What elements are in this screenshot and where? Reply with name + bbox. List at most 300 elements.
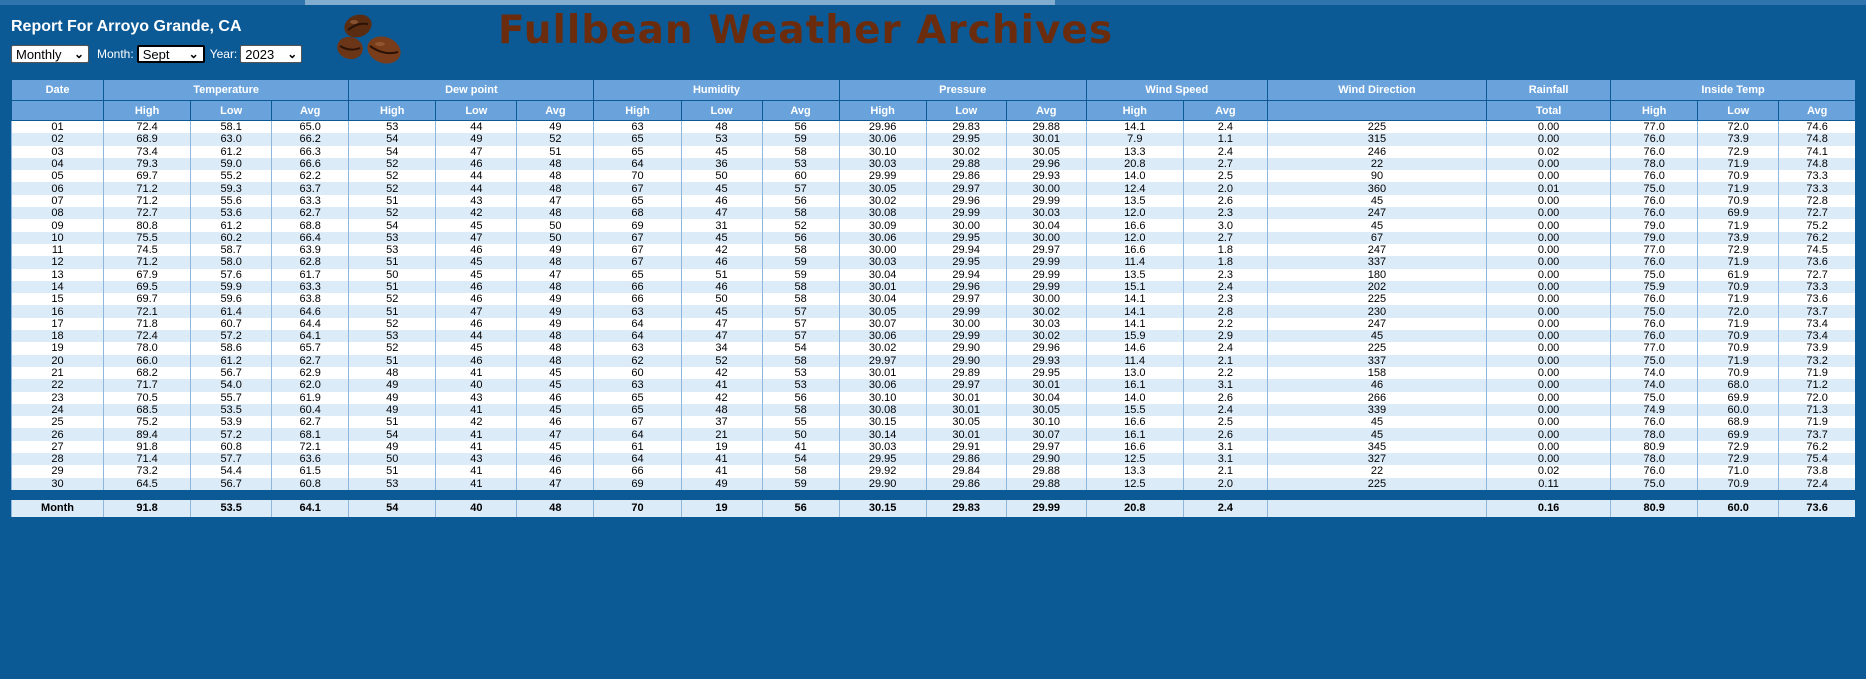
table-row xyxy=(12,465,1856,477)
table-cell: 2.3 xyxy=(1183,293,1267,305)
table-cell: 53 xyxy=(762,158,839,170)
table-cell: 30.14 xyxy=(839,428,926,440)
table-cell: 29.97 xyxy=(1006,441,1086,453)
table-cell: 75.0 xyxy=(1611,355,1698,367)
table-cell: 69 xyxy=(594,478,681,490)
table-cell: 69.5 xyxy=(104,281,191,293)
table-cell: 52 xyxy=(349,182,436,194)
table-cell: 64.4 xyxy=(272,318,349,330)
table-cell: 61.2 xyxy=(191,219,272,231)
table-row xyxy=(12,232,1856,244)
table-cell: 14.6 xyxy=(1086,342,1183,354)
table-cell: 58 xyxy=(762,244,839,256)
table-cell: 0.00 xyxy=(1487,428,1611,440)
table-cell: 34 xyxy=(681,342,762,354)
table-cell: 79.3 xyxy=(104,158,191,170)
table-row xyxy=(12,256,1856,268)
table-cell: 76.0 xyxy=(1611,133,1698,145)
table-cell: 53.9 xyxy=(191,416,272,428)
table-cell: 66 xyxy=(594,281,681,293)
table-cell: 60.2 xyxy=(191,232,272,244)
table-cell: 71.4 xyxy=(104,453,191,465)
table-cell: 65 xyxy=(594,269,681,281)
period-select[interactable] xyxy=(11,45,89,63)
table-cell: 75.2 xyxy=(1779,219,1855,231)
table-cell: 58 xyxy=(762,281,839,293)
table-cell: 73.3 xyxy=(1779,281,1855,293)
table-cell: 29.93 xyxy=(1006,170,1086,182)
table-cell: 0.00 xyxy=(1487,207,1611,219)
table-cell: 30.06 xyxy=(839,232,926,244)
column-header xyxy=(1267,101,1486,121)
total-cell: 20.8 xyxy=(1086,500,1183,517)
table-cell: 73.2 xyxy=(104,465,191,477)
table-cell: 68.1 xyxy=(272,428,349,440)
report-title: Report For Arroyo Grande, CA xyxy=(11,18,242,35)
table-cell: 75.5 xyxy=(104,232,191,244)
table-cell: 89.4 xyxy=(104,428,191,440)
table-cell: 46 xyxy=(517,392,594,404)
table-cell: 2.3 xyxy=(1183,207,1267,219)
table-cell: 61.2 xyxy=(191,355,272,367)
table-cell: 62 xyxy=(594,355,681,367)
table-cell: 45 xyxy=(517,367,594,379)
table-cell: 58 xyxy=(762,146,839,158)
table-cell: 76.0 xyxy=(1611,416,1698,428)
table-cell: 30.00 xyxy=(839,244,926,256)
column-header: Avg xyxy=(762,101,839,121)
table-cell: 48 xyxy=(517,256,594,268)
table-cell: 70.9 xyxy=(1698,367,1779,379)
table-cell: 0.00 xyxy=(1487,256,1611,268)
table-cell: 13.3 xyxy=(1086,146,1183,158)
table-cell: 63.8 xyxy=(272,293,349,305)
table-cell: 2.6 xyxy=(1183,195,1267,207)
table-cell: 28 xyxy=(12,453,104,465)
table-cell: 30.02 xyxy=(839,342,926,354)
table-cell: 71.2 xyxy=(1779,379,1855,391)
table-cell: 0.00 xyxy=(1487,293,1611,305)
table-cell: 0.00 xyxy=(1487,219,1611,231)
table-cell: 54 xyxy=(349,428,436,440)
table-row xyxy=(12,219,1856,231)
table-cell: 74.9 xyxy=(1611,404,1698,416)
table-cell: 14.0 xyxy=(1086,170,1183,182)
table-cell: 45 xyxy=(1267,330,1486,342)
table-cell: 71.3 xyxy=(1779,404,1855,416)
table-cell: 42 xyxy=(681,244,762,256)
table-cell: 0.00 xyxy=(1487,318,1611,330)
column-header: Low xyxy=(1698,101,1779,121)
column-header: High xyxy=(104,101,191,121)
table-cell: 30.09 xyxy=(839,219,926,231)
total-cell: 53.5 xyxy=(191,500,272,517)
table-cell: 53 xyxy=(681,133,762,145)
table-cell: 70 xyxy=(594,170,681,182)
table-cell: 246 xyxy=(1267,146,1486,158)
table-cell: 59 xyxy=(762,478,839,490)
table-cell: 43 xyxy=(436,195,517,207)
month-totals-row xyxy=(12,500,1856,517)
table-cell: 46 xyxy=(517,465,594,477)
table-cell: 54 xyxy=(349,146,436,158)
weather-table xyxy=(11,80,1855,517)
table-cell: 22 xyxy=(12,379,104,391)
table-cell: 53 xyxy=(762,367,839,379)
table-cell: 58.7 xyxy=(191,244,272,256)
table-cell: 45 xyxy=(517,441,594,453)
table-cell: 2.4 xyxy=(1183,281,1267,293)
table-cell: 52 xyxy=(349,342,436,354)
table-row xyxy=(12,428,1856,440)
column-header: High xyxy=(1611,101,1698,121)
table-cell: 46 xyxy=(436,281,517,293)
table-cell: 30.00 xyxy=(1006,293,1086,305)
table-cell: 76.0 xyxy=(1611,256,1698,268)
table-cell: 71.7 xyxy=(104,379,191,391)
table-cell: 20 xyxy=(12,355,104,367)
table-cell: 30.03 xyxy=(839,158,926,170)
group-header: Inside Temp xyxy=(1611,80,1855,101)
table-cell: 13.0 xyxy=(1086,367,1183,379)
table-cell: 30.10 xyxy=(839,146,926,158)
table-cell: 59 xyxy=(762,256,839,268)
table-cell: 43 xyxy=(436,392,517,404)
table-cell: 16 xyxy=(12,305,104,317)
table-cell: 66.2 xyxy=(272,133,349,145)
table-cell: 19 xyxy=(12,342,104,354)
table-body xyxy=(12,121,1856,517)
table-cell: 54 xyxy=(349,219,436,231)
column-header: Avg xyxy=(1006,101,1086,121)
total-cell: 70 xyxy=(594,500,681,517)
table-cell: 66 xyxy=(594,293,681,305)
table-cell: 45 xyxy=(681,146,762,158)
table-cell: 63.0 xyxy=(191,133,272,145)
table-cell: 29.86 xyxy=(926,453,1006,465)
table-cell: 68 xyxy=(594,207,681,219)
table-cell: 68.9 xyxy=(1698,416,1779,428)
table-cell: 339 xyxy=(1267,404,1486,416)
table-cell: 72.4 xyxy=(104,330,191,342)
table-cell: 52 xyxy=(517,133,594,145)
table-cell: 46 xyxy=(681,195,762,207)
top-strip-highlight xyxy=(305,0,1055,5)
table-cell: 225 xyxy=(1267,121,1486,134)
table-cell: 46 xyxy=(436,293,517,305)
table-row xyxy=(12,478,1856,490)
table-cell: 54 xyxy=(762,342,839,354)
table-cell: 57.2 xyxy=(191,330,272,342)
table-cell: 52 xyxy=(349,207,436,219)
table-cell: 63.3 xyxy=(272,281,349,293)
table-cell: 50 xyxy=(762,428,839,440)
table-cell: 29.97 xyxy=(1006,244,1086,256)
table-cell: 46 xyxy=(681,281,762,293)
table-cell: 11 xyxy=(12,244,104,256)
table-cell: 62.7 xyxy=(272,355,349,367)
table-cell: 2.4 xyxy=(1183,404,1267,416)
table-cell: 60.8 xyxy=(191,441,272,453)
table-cell: 40 xyxy=(436,379,517,391)
table-cell: 158 xyxy=(1267,367,1486,379)
chevron-down-icon: ⌄ xyxy=(73,47,84,61)
table-cell: 30.00 xyxy=(1006,182,1086,194)
table-cell: 29.99 xyxy=(839,170,926,182)
table-cell: 59.0 xyxy=(191,158,272,170)
table-cell: 59.3 xyxy=(191,182,272,194)
table-cell: 74.0 xyxy=(1611,367,1698,379)
table-cell: 29.99 xyxy=(926,330,1006,342)
total-cell: 54 xyxy=(349,500,436,517)
table-cell: 58.0 xyxy=(191,256,272,268)
table-cell: 29.88 xyxy=(1006,478,1086,490)
table-cell: 73.9 xyxy=(1779,342,1855,354)
table-cell: 48 xyxy=(517,207,594,219)
table-row xyxy=(12,269,1856,281)
table-cell: 76.2 xyxy=(1779,441,1855,453)
table-cell: 56 xyxy=(762,232,839,244)
table-cell: 29.88 xyxy=(926,158,1006,170)
table-cell: 30.01 xyxy=(926,404,1006,416)
table-cell: 74.0 xyxy=(1611,379,1698,391)
total-cell: 56 xyxy=(762,500,839,517)
table-cell: 73.7 xyxy=(1779,428,1855,440)
month-label: Month: xyxy=(97,47,134,61)
table-cell: 57.6 xyxy=(191,269,272,281)
table-cell: 3.1 xyxy=(1183,379,1267,391)
table-cell: 69.7 xyxy=(104,170,191,182)
table-cell: 42 xyxy=(436,416,517,428)
table-cell: 75.0 xyxy=(1611,269,1698,281)
table-cell: 29.96 xyxy=(839,121,926,134)
table-cell: 71.2 xyxy=(104,182,191,194)
table-cell: 2.2 xyxy=(1183,367,1267,379)
table-cell: 30.15 xyxy=(839,416,926,428)
table-cell: 29.99 xyxy=(1006,269,1086,281)
year-label: Year: xyxy=(209,47,238,61)
table-cell: 71.9 xyxy=(1698,256,1779,268)
table-cell: 2.4 xyxy=(1183,342,1267,354)
table-cell: 30.04 xyxy=(1006,392,1086,404)
table-cell: 79.0 xyxy=(1611,219,1698,231)
table-cell: 0.00 xyxy=(1487,281,1611,293)
table-cell: 69.9 xyxy=(1698,392,1779,404)
table-cell: 49 xyxy=(517,305,594,317)
table-cell: 58 xyxy=(762,293,839,305)
table-separator xyxy=(12,490,1856,500)
table-cell: 23 xyxy=(12,392,104,404)
table-row xyxy=(12,146,1856,158)
table-cell: 0.00 xyxy=(1487,244,1611,256)
table-cell: 29.96 xyxy=(926,195,1006,207)
table-row xyxy=(12,170,1856,182)
table-cell: 68.2 xyxy=(104,367,191,379)
table-cell: 30.01 xyxy=(926,428,1006,440)
table-cell: 71.9 xyxy=(1698,355,1779,367)
table-cell: 0.00 xyxy=(1487,170,1611,182)
table-cell: 71.9 xyxy=(1779,416,1855,428)
table-cell: 48 xyxy=(349,367,436,379)
year-select[interactable] xyxy=(240,45,302,63)
table-cell: 1.8 xyxy=(1183,244,1267,256)
table-cell: 50 xyxy=(681,293,762,305)
table-cell: 57 xyxy=(762,318,839,330)
month-select[interactable] xyxy=(137,45,205,63)
table-cell: 73.3 xyxy=(1779,170,1855,182)
table-cell: 247 xyxy=(1267,207,1486,219)
table-cell: 48 xyxy=(517,281,594,293)
table-cell: 0.00 xyxy=(1487,404,1611,416)
table-cell: 45 xyxy=(436,256,517,268)
table-cell: 29.95 xyxy=(1006,367,1086,379)
table-cell: 29.96 xyxy=(1006,158,1086,170)
table-cell: 62.8 xyxy=(272,256,349,268)
table-cell: 62.7 xyxy=(272,207,349,219)
table-cell: 76.0 xyxy=(1611,330,1698,342)
table-cell: 61.7 xyxy=(272,269,349,281)
table-cell: 29.90 xyxy=(839,478,926,490)
table-cell: 72.9 xyxy=(1698,146,1779,158)
table-cell: 72.4 xyxy=(104,121,191,134)
table-cell: 29.97 xyxy=(926,379,1006,391)
table-cell: 14.0 xyxy=(1086,392,1183,404)
table-cell: 78.0 xyxy=(1611,453,1698,465)
table-cell: 72.8 xyxy=(1779,195,1855,207)
column-header: High xyxy=(594,101,681,121)
table-cell: 69.9 xyxy=(1698,207,1779,219)
table-cell: 45 xyxy=(436,269,517,281)
table-cell: 65.7 xyxy=(272,342,349,354)
column-header: Avg xyxy=(272,101,349,121)
table-cell: 12.5 xyxy=(1086,478,1183,490)
column-header xyxy=(12,101,104,121)
table-cell: 76.0 xyxy=(1611,146,1698,158)
table-cell: 1.8 xyxy=(1183,256,1267,268)
table-cell: 29.90 xyxy=(926,355,1006,367)
table-cell: 75.9 xyxy=(1611,281,1698,293)
table-cell: 63.7 xyxy=(272,182,349,194)
table-cell: 29.83 xyxy=(926,121,1006,134)
table-cell: 53.5 xyxy=(191,404,272,416)
table-cell: 02 xyxy=(12,133,104,145)
table-cell: 76.0 xyxy=(1611,207,1698,219)
table-cell: 46 xyxy=(436,244,517,256)
table-cell: 15.1 xyxy=(1086,281,1183,293)
table-cell: 29.91 xyxy=(926,441,1006,453)
table-cell: 56 xyxy=(762,195,839,207)
table-cell: 30.03 xyxy=(1006,207,1086,219)
table-cell: 29.88 xyxy=(1006,121,1086,134)
table-cell: 47 xyxy=(517,478,594,490)
table-cell: 41 xyxy=(436,404,517,416)
table-cell: 30.01 xyxy=(839,367,926,379)
table-cell: 68.5 xyxy=(104,404,191,416)
table-cell: 69.7 xyxy=(104,293,191,305)
total-cell: 30.15 xyxy=(839,500,926,517)
table-cell: 41 xyxy=(762,441,839,453)
table-cell: 65 xyxy=(594,392,681,404)
table-cell: 3.1 xyxy=(1183,453,1267,465)
table-cell: 30.10 xyxy=(839,392,926,404)
table-cell: 77.0 xyxy=(1611,244,1698,256)
table-cell: 30.08 xyxy=(839,207,926,219)
table-cell: 53 xyxy=(349,478,436,490)
total-cell xyxy=(1267,500,1486,517)
table-cell: 68.9 xyxy=(104,133,191,145)
table-cell: 68.8 xyxy=(272,219,349,231)
table-cell: 58 xyxy=(762,355,839,367)
table-cell: 72.9 xyxy=(1698,441,1779,453)
table-cell: 247 xyxy=(1267,318,1486,330)
table-cell: 72.9 xyxy=(1698,244,1779,256)
table-row xyxy=(12,244,1856,256)
table-cell: 63 xyxy=(594,121,681,134)
table-cell: 72.7 xyxy=(1779,269,1855,281)
table-cell: 46 xyxy=(436,355,517,367)
table-cell: 73.4 xyxy=(1779,318,1855,330)
table-cell: 41 xyxy=(436,428,517,440)
table-cell: 2.4 xyxy=(1183,121,1267,134)
table-cell: 21 xyxy=(681,428,762,440)
table-cell: 49 xyxy=(349,441,436,453)
table-cell: 70.9 xyxy=(1698,281,1779,293)
table-cell: 47 xyxy=(436,305,517,317)
table-cell: 56 xyxy=(762,392,839,404)
table-cell: 22 xyxy=(1267,158,1486,170)
table-row xyxy=(12,318,1856,330)
table-cell: 45 xyxy=(436,219,517,231)
table-cell: 19 xyxy=(681,441,762,453)
table-cell: 72.0 xyxy=(1779,392,1855,404)
column-header: High xyxy=(839,101,926,121)
table-cell: 71.9 xyxy=(1698,293,1779,305)
total-cell: 29.99 xyxy=(1006,500,1086,517)
table-cell: 225 xyxy=(1267,478,1486,490)
table-cell: 29.94 xyxy=(926,269,1006,281)
table-cell: 14 xyxy=(12,281,104,293)
table-cell: 64 xyxy=(594,158,681,170)
table-cell: 65 xyxy=(594,146,681,158)
table-cell: 29.89 xyxy=(926,367,1006,379)
table-cell: 51 xyxy=(349,281,436,293)
table-cell: 71.9 xyxy=(1698,158,1779,170)
table-cell: 63 xyxy=(594,342,681,354)
table-cell: 53 xyxy=(349,121,436,134)
table-cell: 46 xyxy=(436,158,517,170)
table-cell: 64.1 xyxy=(272,330,349,342)
table-cell: 3.0 xyxy=(1183,219,1267,231)
table-cell: 67 xyxy=(594,416,681,428)
table-cell: 50 xyxy=(517,219,594,231)
column-header: Low xyxy=(926,101,1006,121)
table-cell: 22 xyxy=(1267,465,1486,477)
table-cell: 05 xyxy=(12,170,104,182)
table-cell: 3.1 xyxy=(1183,441,1267,453)
table-cell: 07 xyxy=(12,195,104,207)
column-header: Low xyxy=(191,101,272,121)
table-cell: 64 xyxy=(594,428,681,440)
table-cell: 68.0 xyxy=(1698,379,1779,391)
group-header: Dew point xyxy=(349,80,594,101)
table-cell: 54.4 xyxy=(191,465,272,477)
table-cell: 16.1 xyxy=(1086,428,1183,440)
table-cell: 73.9 xyxy=(1698,133,1779,145)
table-cell: 61.5 xyxy=(272,465,349,477)
table-cell: 180 xyxy=(1267,269,1486,281)
table-cell: 30.08 xyxy=(839,404,926,416)
month-select-value: Sept xyxy=(142,46,170,62)
